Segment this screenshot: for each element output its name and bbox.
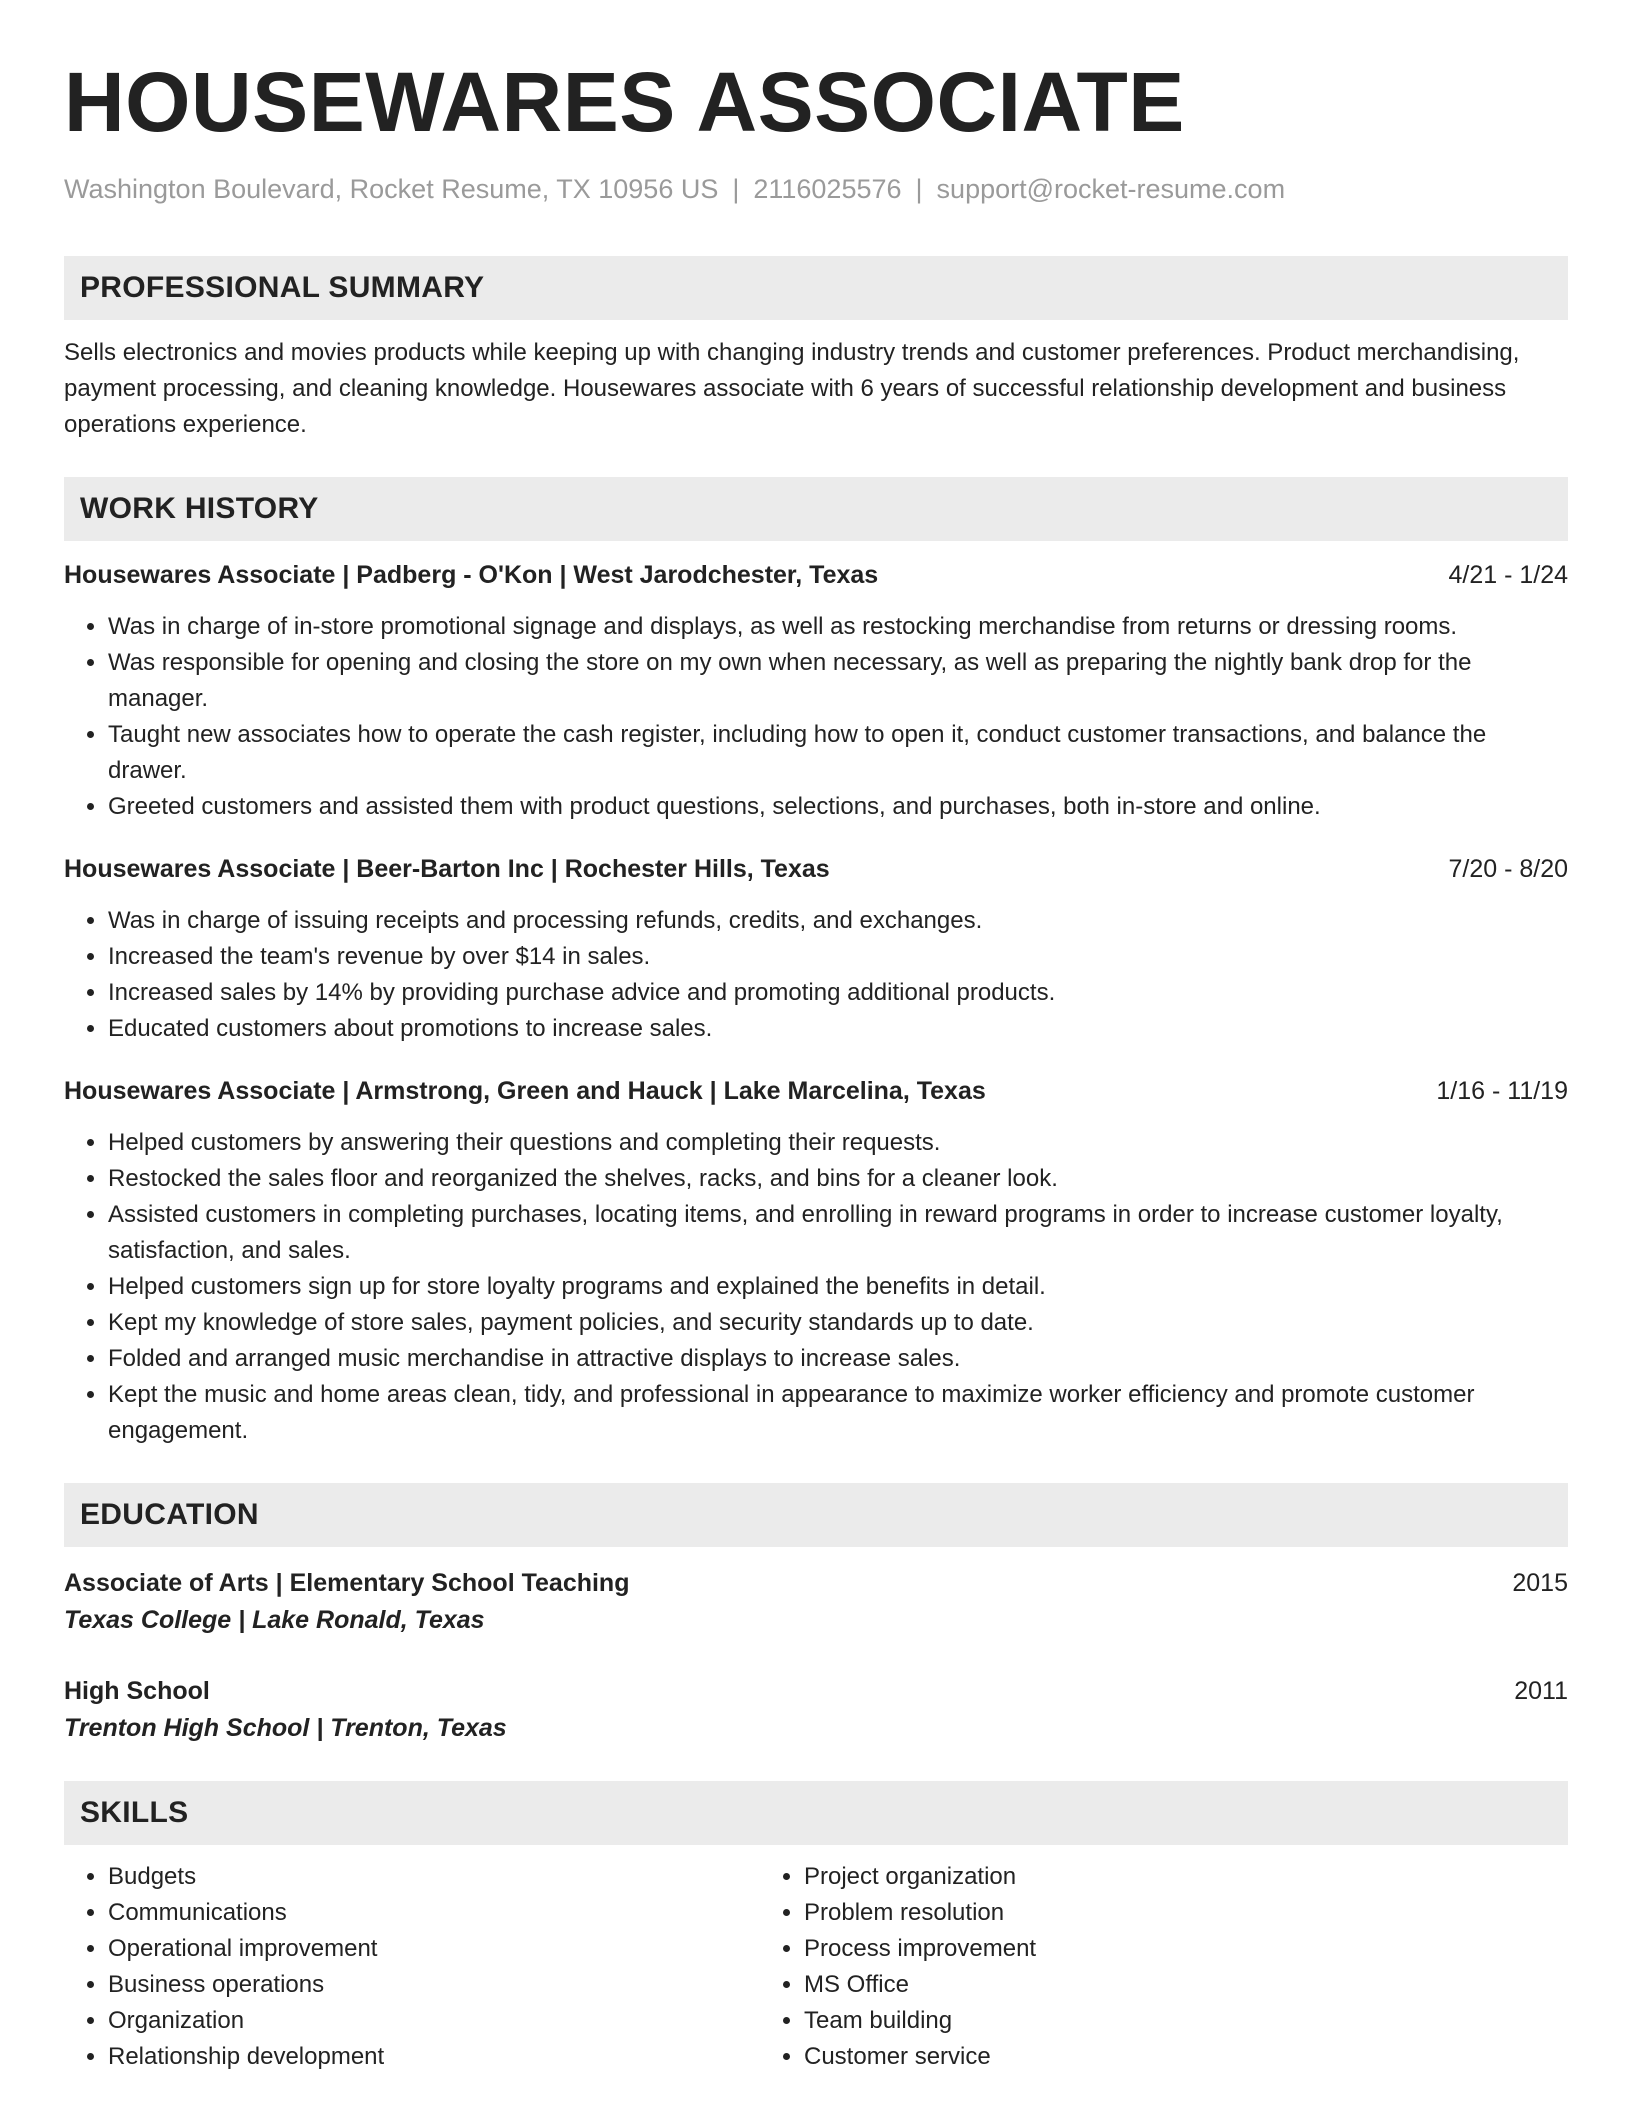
contact-separator: | [732,174,740,204]
education-entry [64,1673,1568,1747]
section-heading-work-history: WORK HISTORY [64,477,1568,541]
job-header [64,851,1568,887]
job-bullet: • Restocked the sales floor and reorganized the shelves, racks, and bins for a cleaner look. [108,1161,1568,1197]
job-title: Housewares Associate | Armstrong, Green and Hauck | Lake Marcelina, Texas [64,1077,986,1105]
skill-item: • Relationship development [108,2039,760,2075]
summary-text: Sells electronics and movies products while keeping up with changing industry trends and customer preferences. Product merchandising, payment processing, and cleaning knowledge. Housewares associate with 6 years of successful relationship development and business operations experience. [64,339,1520,438]
job-bullet: • Was responsible for opening and closing the store on my own when necessary, as well as preparing the nightly bank drop for the manager. [108,645,1568,717]
contact-phone: 2116025576 [753,174,902,204]
job-bullets [64,609,1568,825]
job-bullet: • Increased the team's revenue by over $14 in sales. [108,939,1568,975]
education-year: 2015 [1512,1569,1568,1597]
skill-item: • Project organization [804,1859,1456,1895]
job-bullet: • Helped customers by answering their questions and completing their requests. [108,1125,1568,1161]
education-entry [64,1565,1568,1639]
education-school: Trenton High School | Trenton, Texas [64,1714,507,1742]
job-bullet: • Increased sales by 14% by providing purchase advice and promoting additional products. [108,975,1568,1011]
section-heading-skills: SKILLS [64,1781,1568,1845]
education-school: Texas College | Lake Ronald, Texas [64,1606,485,1634]
skill-item: • Process improvement [804,1931,1456,1967]
job-bullet: • Greeted customers and assisted them with product questions, selections, and purchases, both in-store and online. [108,789,1568,825]
contact-line [64,172,1568,206]
skill-item: • MS Office [804,1967,1456,2003]
skills-column-left [64,1859,760,2075]
education-year: 2011 [1514,1677,1568,1705]
skill-item: • Organization [108,2003,760,2039]
job-bullet: • Was in charge of in-store promotional signage and displays, as well as restocking merchandise from returns or dressing rooms. [108,609,1568,645]
job-entry [64,851,1568,1047]
job-title: Housewares Associate | Beer-Barton Inc | Rochester Hills, Texas [64,855,830,883]
job-bullet: • Folded and arranged music merchandise in attractive displays to increase sales. [108,1341,1568,1377]
job-bullet: • Was in charge of issuing receipts and processing refunds, credits, and exchanges. [108,903,1568,939]
job-bullets [64,1125,1568,1449]
education-degree: High School [64,1677,210,1705]
job-entry [64,1073,1568,1449]
education-degree: Associate of Arts | Elementary School Teaching [64,1569,630,1597]
contact-email: support@rocket-resume.com [936,174,1286,204]
education-header [64,1673,1568,1709]
job-bullet: • Educated customers about promotions to increase sales. [108,1011,1568,1047]
job-header [64,557,1568,593]
education-header [64,1565,1568,1601]
job-bullet: • Kept my knowledge of store sales, payment policies, and security standards up to date. [108,1305,1568,1341]
skill-item: • Customer service [804,2039,1456,2075]
job-bullet: • Kept the music and home areas clean, tidy, and professional in appearance to maximize worker efficiency and promote customer engagement. [108,1377,1568,1449]
skill-item: • Business operations [108,1967,760,2003]
skill-item: • Budgets [108,1859,760,1895]
skills-column-right [760,1859,1456,2075]
skill-item: • Communications [108,1895,760,1931]
job-bullet: • Assisted customers in completing purchases, locating items, and enrolling in reward programs in order to increase customer loyalty, satisfaction, and sales. [108,1197,1568,1269]
skill-item: • Operational improvement [108,1931,760,1967]
job-bullet: • Taught new associates how to operate the cash register, including how to open it, conduct customer transactions, and balance the drawer. [108,717,1568,789]
skill-item: • Team building [804,2003,1456,2039]
job-bullets [64,903,1568,1047]
job-entry [64,557,1568,825]
section-heading-summary: PROFESSIONAL SUMMARY [64,256,1568,320]
skill-item: • Problem resolution [804,1895,1456,1931]
job-bullet: • Helped customers sign up for store loyalty programs and explained the benefits in detail. [108,1269,1568,1305]
job-title: Housewares Associate | Padberg - O'Kon | West Jarodchester, Texas [64,561,879,589]
skills-list [64,1859,1568,2075]
job-dates: 1/16 - 11/19 [1436,1077,1568,1105]
job-dates: 4/21 - 1/24 [1448,561,1568,589]
job-dates: 7/20 - 8/20 [1448,855,1568,883]
contact-separator: | [915,174,923,204]
job-header [64,1073,1568,1109]
resume-name: HOUSEWARES ASSOCIATE [64,55,1185,149]
section-heading-education: EDUCATION [64,1483,1568,1547]
contact-address: Washington Boulevard, Rocket Resume, TX 10956 US [64,174,719,204]
